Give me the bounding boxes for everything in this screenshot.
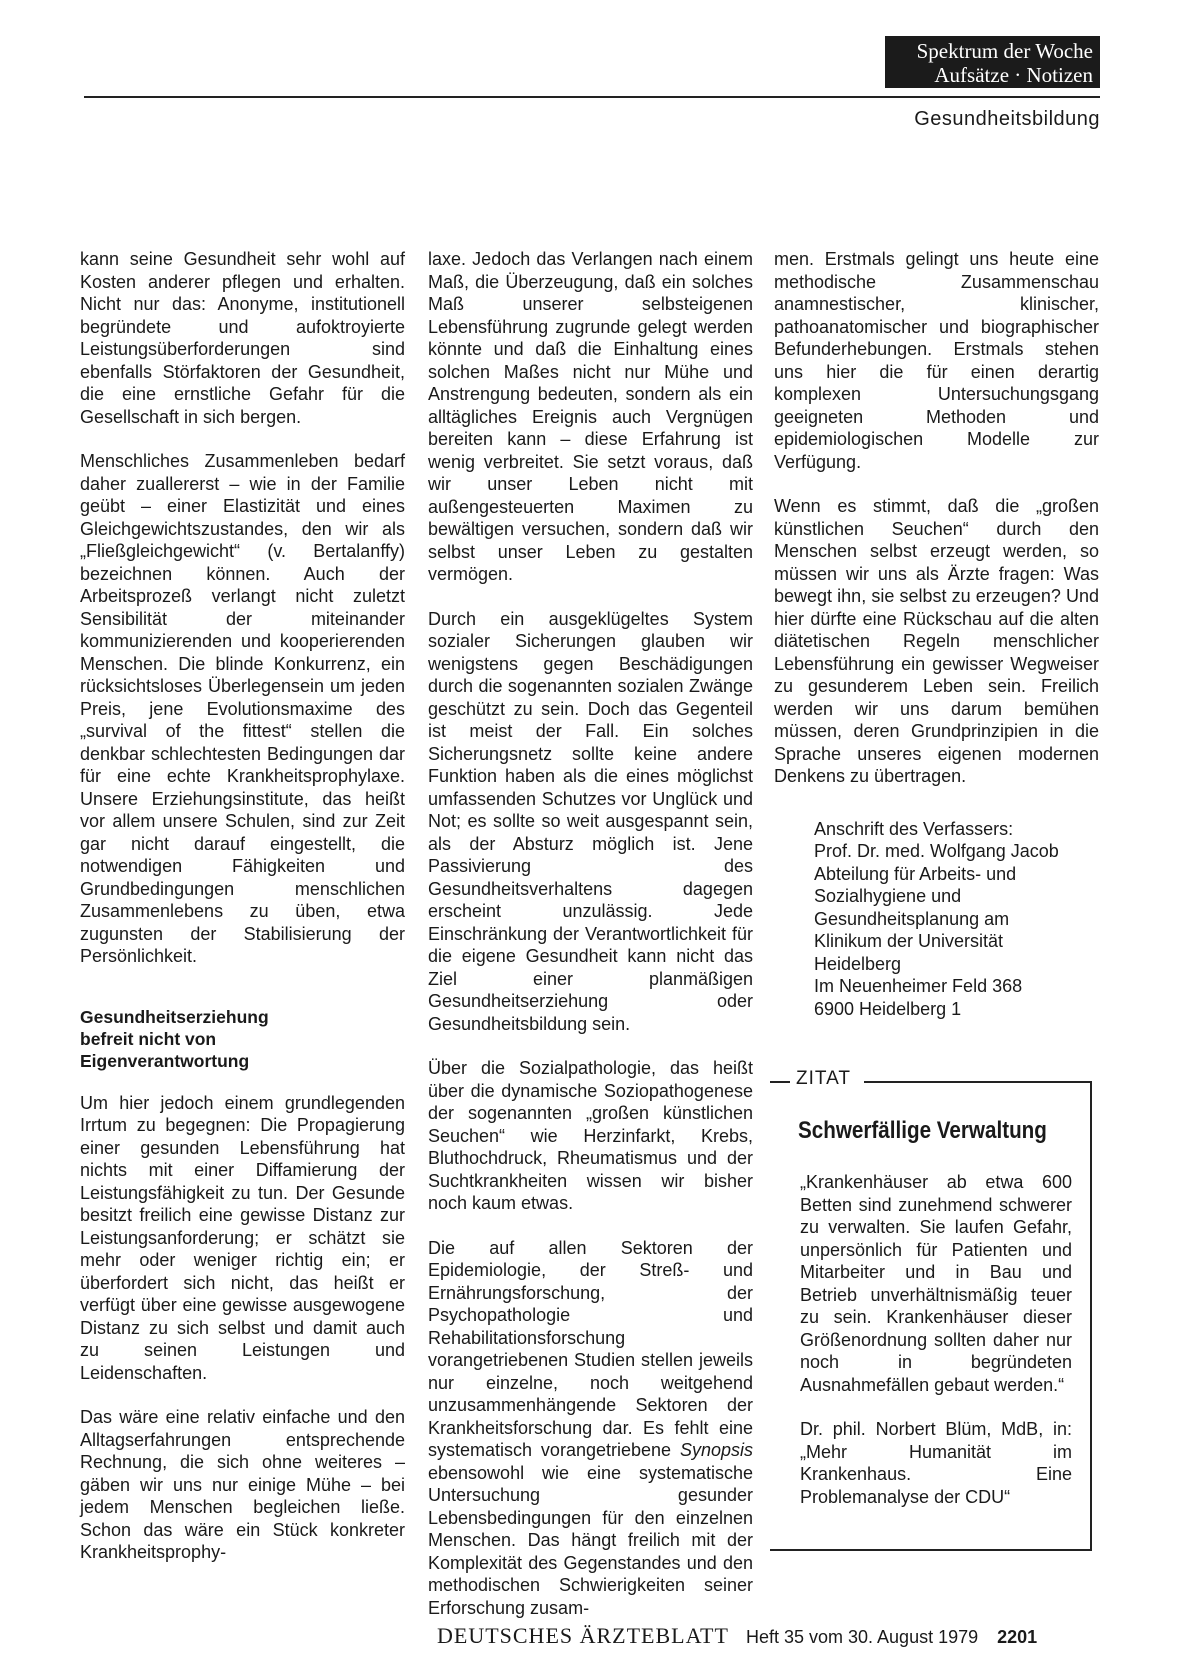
badge-line-1: Spektrum der Woche	[916, 39, 1093, 63]
paragraph: kann seine Gesundheit sehr wohl auf Kosten anderer pflegen und erhalten. Nicht nur das: Anonyme, institutionell begründete und aufoktroyierte Leistungsüberforderungen sind ebenfalls Störfaktoren der Gesundheit, die eine ernstliche Gefahr für die Gesellschaft in sich bergen.	[80, 249, 405, 427]
quote-title: Schwerfällige Verwaltung	[798, 1117, 1047, 1144]
paragraph: Über die Sozialpathologie, das heißt über die dynamische Soziopathogenese der sogenannten „großen künstlichen Seuchen“ wie Herzinfarkt, Krebs, Bluthochdruck, Rheumatismus und der Suchtkrankheiten wissen wir bisher noch kaum etwas.	[428, 1058, 753, 1213]
quote-label: ZITAT	[796, 1068, 851, 1089]
badge-line-2: Aufsätze · Notizen	[934, 63, 1093, 87]
address-line: 6900 Heidelberg 1	[814, 998, 962, 1019]
paragraph: laxe. Jedoch das Verlangen nach einem Maß, die Überzeugung, daß ein solches Maß unserer selbsteigenen Lebensführung zugrunde gelegt werden könnte und daß die Einhaltung eines solchen Maßes nicht nur Mühe und Anstrengung bedeuten, sondern als ein alltägliches Ereignis auch Vergnügen bereiten kann – diese Erfahrung ist wenig verbreitet. Sie setzt voraus, daß wir unser Leben nicht mit außengesteuerten Maximen zu bewältigen versuchen, sondern daß wir selbst unser Leben zu gestalten vermögen.	[428, 249, 753, 584]
column-3	[774, 248, 1099, 1020]
section-title: Gesundheitsbildung	[914, 108, 1100, 130]
section-badge	[885, 36, 1100, 88]
quote-box	[770, 1068, 1092, 1551]
paragraph: Menschliches Zusammenleben bedarf daher zuallererst – wie in der Familie geübt – einer Elastizität und eines Gleichgewichtszustandes, den wir als „Fließgleichgewicht“ (v. Bertalanffy) bezeichnen können. Auch der Arbeitsprozeß verlangt nicht zuletzt Sensibilität der miteinander kommunizierenden und kooperierenden Menschen. Die blinde Konkurrenz, ein rücksichtsloses Überlegensein um jeden Preis, jene Evolutionsmaxime des „survival of the fittest“ stellen die denkbar schlechtesten Bedingungen dar für eine echte Krankheitsprophylaxe. Unsere Erziehungsinstitute, das heißt vor allem unsere Schulen, sind zur Zeit gar nicht darauf eingestellt, die notwendigen Fähigkeiten und Grundbedingungen menschlichen Zusammenlebens zu üben, etwa zugunsten der Stabilisierung der Persönlichkeit.	[80, 451, 405, 966]
subheading-line: befreit nicht von	[80, 1028, 217, 1049]
column-1	[80, 248, 405, 1586]
address-line: Sozialhygiene und	[814, 886, 962, 906]
paragraph: Durch ein ausgeklügeltes System sozialer Sicherungen glauben wir wenigstens gegen Beschädigungen durch die sogenannten sozialen Zwänge geschützt zu sein. Doch das Gegenteil ist meist der Fall. Ein solches Sicherungsnetz sollte keine andere Funktion haben als die eines möglichst umfassenden Schutzes vor Unglück und Not; es sollte so weit ausgespannt sein, als der Absturz möglich ist. Jene Passivierung des Gesundheitsverhaltens dagegen erscheint unzulässig. Jede Einschränkung der Verantwortlichkeit für die eigene Gesundheit kann nicht das Ziel einer planmäßigen Gesundheitserziehung oder Gesundheitsbildung sein.	[428, 608, 753, 1034]
header-rule	[84, 96, 1100, 98]
text-run: Die auf allen Sektoren der Epidemiologie, der Streß- und Ernährungsforschung, der Psychopathologie und Rehabilitationsforschung vorangetriebenen Studien stellen jeweils nur einzelne, noch weitgehend unzusammenhängende Sektoren der Krankheitsforschung dar. Es fehlt eine systematisch vorangetriebene	[428, 1237, 753, 1460]
address-line: Heidelberg	[814, 953, 902, 974]
quote-body	[800, 1171, 1072, 1530]
address-line: Gesundheitsplanung am	[814, 908, 1010, 929]
address-line: Klinikum der Universität	[814, 931, 1004, 951]
column-2	[428, 248, 753, 1641]
subheading-line: Gesundheitserziehung	[80, 1006, 269, 1027]
emphasis: Synopsis	[679, 1440, 753, 1460]
address-line: Im Neuenheimer Feld 368	[814, 976, 1023, 996]
paragraph: Wenn es stimmt, daß die „großen künstlichen Seuchen“ durch den Menschen selbst erzeugt werden, so müssen wir uns als Ärzte fragen: Was bewegt ihn, sie selbst zu erzeugen? Und hier dürfte eine Rückschau auf die alten diätetischen Regeln menschlicher Lebensführung ein gewisser Wegweiser zu gesunderem Leben sein. Freilich werden wir uns darum bemühen müssen, deren Grundprinzipien in die Sprache unseres eigenen modernen Denkens zu übertragen.	[774, 496, 1099, 786]
paragraph: Um hier jedoch einem grundlegenden Irrtum zu begegnen: Die Propagierung einer gesunden Lebensführung hat nichts mit einer Diffamierung der Leistungsfähigkeit zu tun. Der Gesunde besitzt freilich eine gewisse Distanz zur Leistungsanforderung; er schätzt sie mehr oder weniger richtig ein; er überfordert sich nicht, das heißt er verfügt über eine gewisse ausgewogene Distanz zu sich selbst und damit auch zu seinen Leistungen und Leidenschaften.	[80, 1092, 405, 1383]
text-run: ebensowohl wie eine systematische Untersuchung gesunder Lebensbedingungen für den einzelnen Menschen. Das hängt freilich mit der Komplexität des Gegenstandes und den methodischen Schwierigkeiten seiner Erforschung zusam-	[428, 1462, 753, 1618]
address-line: Abteilung für Arbeits- und	[814, 863, 1017, 884]
quote-source: Dr. phil. Norbert Blüm, MdB, in: „Mehr Humanität im Krankenhaus. Eine Problemanalyse der CDU“	[800, 1419, 1072, 1507]
paragraph: Das wäre eine relativ einfache und den Alltagserfahrungen entsprechende Rechnung, die sich ohne weiteres – gäben wir uns nur einige Mühe – bei jedem Menschen begleichen ließe. Schon das wäre ein Stück konkreter Krankheitsprophy-	[80, 1407, 405, 1562]
page-number: 2201	[997, 1627, 1038, 1647]
paragraph: men. Erstmals gelingt uns heute eine methodische Zusammenschau anamnestischer, klinischer, pathoanatomischer und biographischer Befunderhebungen. Erstmals stehen uns hier die für einen derartig komplexen Untersuchungsgang geeigneten Methoden und epidemiologischen Modelle zur Verfügung.	[774, 249, 1099, 472]
quote-text: „Krankenhäuser ab etwa 600 Betten sind zunehmend schwerer zu verwalten. Sie laufen Gefahr, unpersönlich für Patienten und Mitarbeiter und in Bau und Betrieb unverhältnismäßig teuer zu sein. Krankenhäuser dieser Größenordnung sollten daher nur noch in begründeten Ausnahmefällen gebaut werden.“	[800, 1172, 1072, 1395]
page-footer	[437, 1623, 1097, 1649]
address-line: Prof. Dr. med. Wolfgang Jacob	[814, 841, 1059, 861]
subheading	[80, 1006, 405, 1072]
author-address	[814, 818, 1099, 1021]
journal-name: DEUTSCHES ÄRZTEBLATT	[437, 1623, 729, 1648]
address-line: Anschrift des Verfassers:	[814, 818, 1014, 839]
issue-info: Heft 35 vom 30. August 1979	[745, 1627, 979, 1647]
subheading-line: Eigenverantwortung	[80, 1050, 250, 1071]
paragraph	[428, 1237, 753, 1620]
